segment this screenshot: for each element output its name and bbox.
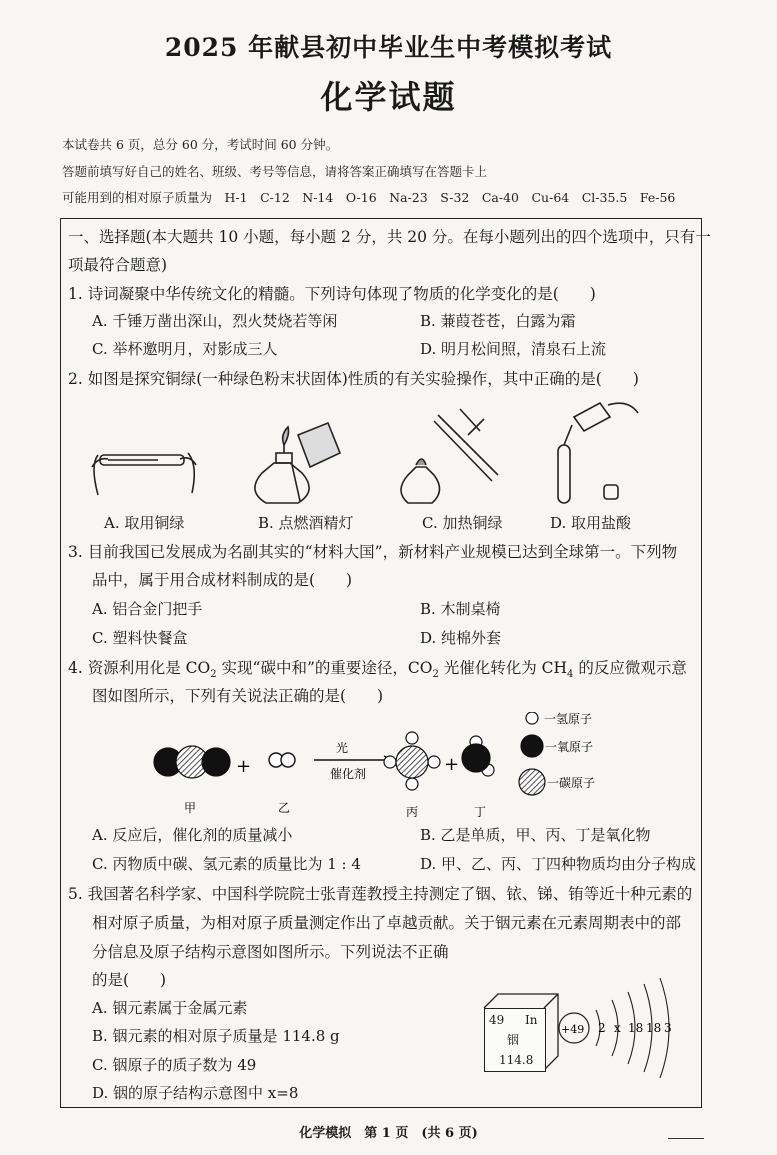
q1-option-d: D. 明月松间照，清泉石上流 (420, 340, 607, 358)
shell-5-count: 3 (664, 1021, 672, 1035)
shell-1-count: 2 (598, 1021, 606, 1035)
molecule-co2 (154, 746, 230, 778)
reaction-arrow (314, 756, 392, 764)
shell-2-count: x (614, 1021, 621, 1035)
label-bing: 丙 (406, 805, 419, 819)
q4-stem-1: 4. 资源利用化是 $CO_2$ 实现“碳中和”的重要途径，$CO_2$ 光催化转化为 $CH_4$ 的反应微观示意 (68, 659, 687, 681)
q4-reaction-diagram (140, 712, 680, 822)
label-ding: 丁 (474, 805, 487, 819)
q3-option-d: D. 纯棉外套 (420, 629, 502, 647)
q3-option-c: C. 塑料快餐盒 (92, 629, 188, 647)
q1-option-b: B. 蒹葭苍苍，白露为霜 (420, 312, 576, 330)
q4-option-c: C. 丙物质中碳、氢元素的质量比为 1 : 4 (92, 855, 361, 873)
figure-d-pouring (558, 403, 638, 503)
nucleus-charge: +49 (561, 1023, 585, 1036)
q5-stem-2: 相对原子质量，为相对原子质量测定作出了卓越贡献。关于铟元素在元素周期表中的部 (92, 914, 682, 932)
q3-stem-1: 3. 目前我国已发展成为名副其实的“材料大国”，新材料产业规模已达到全球第一。下列物 (68, 543, 678, 561)
q1-stem: 1. 诗词凝聚中华传统文化的精髓。下列诗句体现了物质的化学变化的是( ) (68, 285, 596, 303)
label-jia: 甲 (184, 801, 197, 815)
arrow-label-light: 光 (336, 741, 349, 755)
note-atomic-masses: 可能用到的相对原子质量为 H-1 C-12 N-14 O-16 Na-23 S-32 Ca-40 Cu-64 Cl-35.5 Fe-56 (62, 190, 676, 205)
q3-stem-2: 品中，属于用合成材料制成的是( ) (92, 571, 353, 589)
molecule-h2o (462, 736, 494, 776)
element-name: 铟 (507, 1033, 520, 1047)
figure-a-taking-powder (92, 453, 196, 495)
legend-oxygen: 一氧原子 (545, 740, 594, 754)
q2-caption-a: A. 取用铜绿 (104, 514, 185, 532)
molecule-h2 (269, 753, 295, 767)
figure-b-lighting-lamp (255, 423, 340, 503)
legend-carbon: 一碳原子 (547, 776, 596, 790)
q2-caption-b: B. 点燃酒精灯 (258, 514, 354, 532)
q3-option-a: A. 铝合金门把手 (92, 600, 203, 618)
legend-hydrogen: 一氢原子 (544, 712, 593, 726)
q2-experiment-figures (88, 395, 648, 507)
atomic-structure-diagram (556, 970, 686, 1080)
q5-stem-4: 的是( ) (92, 971, 167, 989)
q1-option-a: A. 千锤万凿出深山，烈火焚烧若等闲 (92, 312, 338, 330)
atomic-number: 49 (489, 1013, 505, 1027)
q5-option-a: A. 铟元素属于金属元素 (92, 999, 248, 1017)
atomic-mass: 114.8 (499, 1053, 534, 1067)
element-symbol: In (525, 1013, 538, 1027)
plus-sign-2: + (444, 754, 460, 775)
subject-title: 化学试题 (320, 78, 457, 116)
shell-3-count: 18 (628, 1021, 644, 1035)
shell-4-count: 18 (646, 1021, 662, 1035)
section-heading-cont: 项最符合题意) (68, 256, 168, 274)
page-footer: 化学模拟 第 1 页 (共 6 页) (299, 1126, 478, 1141)
section-heading: 一、选择题(本大题共 10 小题，每小题 2 分，共 20 分。在每小题列出的四个选项中，只有一 (68, 228, 711, 246)
q5-option-b: B. 铟元素的相对原子质量是 114.8 g (92, 1027, 340, 1045)
q1-option-c: C. 举杯邀明月，对影成三人 (92, 340, 278, 358)
q2-caption-c: C. 加热铜绿 (422, 514, 503, 532)
q4-option-d: D. 甲、乙、丙、丁四种物质均由分子构成 (420, 855, 697, 873)
q2-caption-d: D. 取用盐酸 (550, 514, 632, 532)
footer-rule (668, 1138, 704, 1139)
q5-stem-1: 5. 我国著名科学家、中国科学院院士张青莲教授主持测定了铟、铱、锑、铕等近十种元素的 (68, 885, 693, 903)
legend (519, 712, 545, 795)
arrow-label-catalyst: 催化剂 (330, 767, 367, 781)
figure-c-heating (401, 409, 498, 503)
q5-option-c: C. 铟原子的质子数为 49 (92, 1056, 257, 1074)
element-cell-indium (484, 1008, 546, 1072)
note-instructions: 答题前填写好自己的姓名、班级、考号等信息，请将答案正确填写在答题卡上 (62, 164, 488, 179)
label-yi: 乙 (278, 801, 291, 815)
q5-option-d: D. 铟的原子结构示意图中 x=8 (92, 1084, 299, 1102)
exam-title: 2025 年献县初中毕业生中考模拟考试 (164, 33, 613, 62)
q4-stem-2: 图如图所示，下列有关说法正确的是( ) (92, 687, 384, 705)
q3-option-b: B. 木制桌椅 (420, 600, 501, 618)
q4-option-b: B. 乙是单质，甲、丙、丁是氧化物 (420, 826, 651, 844)
molecule-ch4 (384, 732, 440, 790)
q4-option-a: A. 反应后，催化剂的质量减小 (92, 826, 293, 844)
q5-stem-3: 分信息及原子结构示意图如图所示。下列说法不正确 (92, 943, 449, 961)
plus-sign-1: + (236, 756, 252, 777)
q2-stem: 2. 如图是探究铜绿(一种绿色粉末状固体)性质的有关实验操作，其中正确的是( ) (68, 370, 639, 388)
note-pages: 本试卷共 6 页，总分 60 分，考试时间 60 分钟。 (62, 137, 339, 152)
